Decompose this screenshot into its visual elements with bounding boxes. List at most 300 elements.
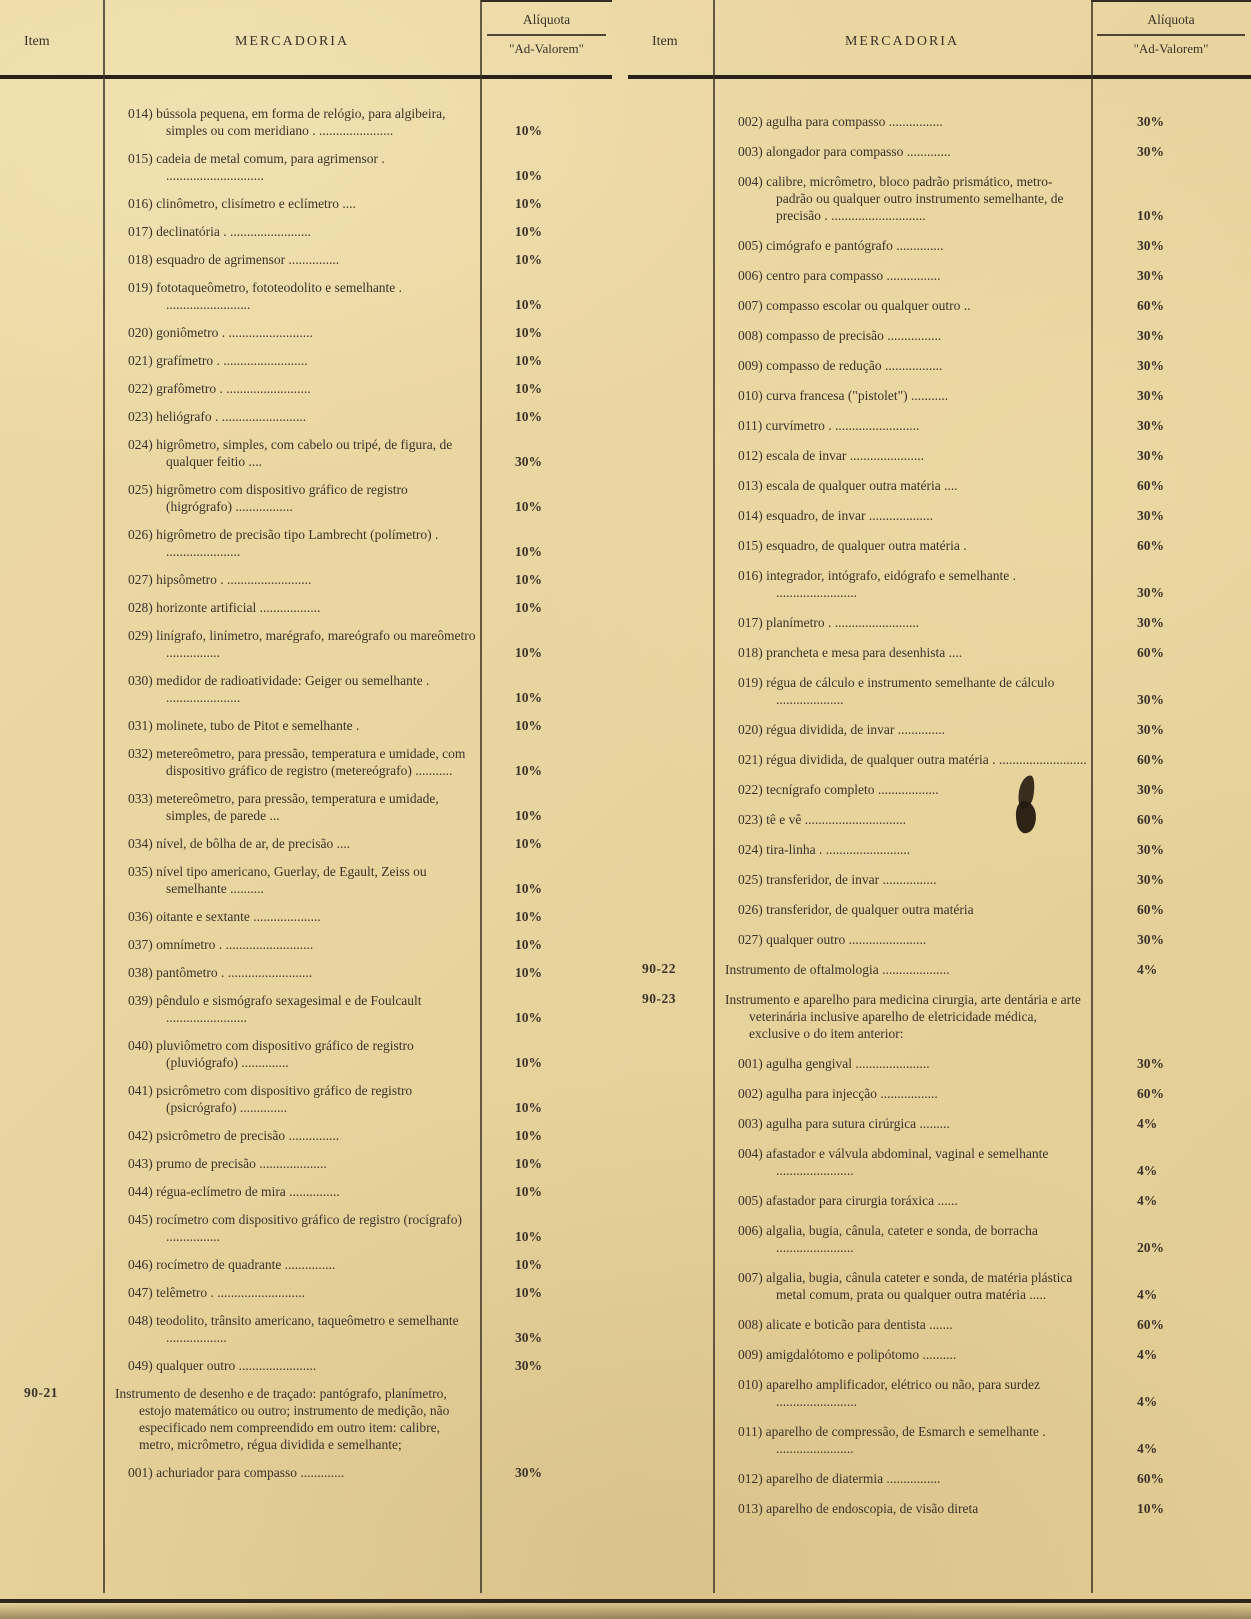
item-row	[628, 1145, 1251, 1179]
item-row	[0, 717, 612, 734]
item-row	[0, 481, 612, 515]
item-code	[628, 644, 713, 661]
item-code	[628, 674, 713, 708]
row-text: 016) integrador, intógrafo, eidógrafo e semelhante . ........................	[738, 568, 1016, 600]
row-text: 012) aparelho de diatermia ................	[738, 1471, 941, 1486]
rate-divider-line	[1091, 0, 1093, 1593]
column-divider-line	[103, 0, 105, 1593]
item-code	[628, 113, 713, 130]
item-code	[0, 1256, 103, 1273]
item-row	[628, 781, 1251, 798]
row-text: Instrumento de desenho e de traçado: pantógrafo, planímetro, estojo matemático ou outro; instrumento de medição, não especificado nem compreendido em outro item: calibre, metro, micrômetro, régua dividida e semelhante;	[115, 1386, 450, 1452]
row-rate: 4%	[1137, 1347, 1158, 1362]
item-code	[0, 717, 103, 734]
rows-right	[628, 79, 1251, 1517]
item-row	[628, 537, 1251, 554]
item-row	[0, 863, 612, 897]
header-aliquota-line2: "Ad-Valorem"	[509, 41, 584, 56]
row-text: 044) régua-eclímetro de mira ...............	[128, 1184, 340, 1199]
row-text: 013) aparelho de endoscopia, de visão direta	[738, 1501, 979, 1516]
item-code	[628, 327, 713, 344]
row-rate: 30%	[1137, 585, 1164, 600]
item-code	[628, 267, 713, 284]
item-row	[0, 1082, 612, 1116]
header-aliquota-line2: "Ad-Valorem"	[1133, 41, 1209, 56]
row-rate: 30%	[1137, 842, 1164, 857]
row-text: 009) amigdalótomo e polipótomo ..........	[738, 1347, 957, 1362]
row-text: 038) pantômetro . .........................	[128, 965, 313, 980]
row-text: 041) psicrômetro com dispositivo gráfico de registro (psicrógrafo) ..............	[128, 1083, 413, 1115]
item-row	[628, 721, 1251, 738]
row-rate: 10%	[515, 1229, 542, 1244]
row-text: 020) régua dividida, de invar ..............	[738, 722, 945, 737]
rows-left	[0, 79, 612, 1481]
item-row	[628, 811, 1251, 828]
item-code	[628, 447, 713, 464]
row-rate: 10%	[1137, 208, 1164, 223]
item-code	[628, 387, 713, 404]
item-row	[628, 1470, 1251, 1487]
row-rate: 10%	[515, 836, 542, 851]
row-text: 017) planímetro . .........................	[738, 615, 920, 630]
row-rate: 4%	[1137, 1116, 1158, 1131]
item-code	[628, 417, 713, 434]
item-row	[628, 1192, 1251, 1209]
header-aliquota-rule	[1097, 34, 1245, 36]
item-row	[628, 1055, 1251, 1072]
page-bottom-rule	[0, 1599, 1251, 1603]
row-rate: 10%	[515, 1100, 542, 1115]
header-mercadoria: MERCADORIA	[844, 34, 960, 49]
item-code	[0, 352, 103, 369]
item-row	[0, 279, 612, 313]
item-code	[0, 105, 103, 139]
row-rate: 4%	[1137, 1441, 1158, 1456]
item-row	[0, 627, 612, 661]
row-text: 005) afastador para cirurgia toráxica ......	[738, 1193, 958, 1208]
item-code	[0, 1312, 103, 1346]
item-row	[0, 105, 612, 139]
row-rate: 10%	[515, 123, 542, 138]
item-row	[0, 1183, 612, 1200]
row-rate: 10%	[515, 600, 542, 615]
row-text: 004) calibre, micrômetro, bloco padrão prismático, metro-padrão ou qualquer outro instrumento semelhante, de precisão . ............................	[738, 174, 1064, 223]
item-row	[0, 150, 612, 184]
item-code	[628, 357, 713, 374]
row-text: 028) horizonte artificial ..................	[128, 600, 321, 615]
item-row	[0, 964, 612, 981]
item-code	[0, 1357, 103, 1374]
row-rate: 10%	[515, 252, 542, 267]
row-rate: 30%	[1137, 388, 1164, 403]
row-text: 002) agulha para injecção .................	[738, 1086, 938, 1101]
item-code	[0, 672, 103, 706]
row-text: 005) cimógrafo e pantógrafo ..............	[738, 238, 944, 253]
row-text: 024) tira-linha . .........................	[738, 842, 911, 857]
row-rate: 60%	[1137, 1086, 1164, 1101]
item-code	[0, 251, 103, 268]
item-code	[0, 599, 103, 616]
row-text: 015) esquadro, de qualquer outra matéria .	[738, 538, 967, 553]
item-code	[628, 1346, 713, 1363]
item-code	[628, 811, 713, 828]
item-row	[628, 1269, 1251, 1303]
row-text: 014) bússola pequena, em forma de relógio, para algibeira, simples ou com meridiano . ......................	[128, 106, 446, 138]
row-rate: 10%	[515, 937, 542, 952]
row-text: 015) cadeia de metal comum, para agrimensor . .............................	[128, 151, 385, 183]
item-code	[0, 992, 103, 1026]
item-row	[0, 1357, 612, 1374]
item-row	[0, 672, 612, 706]
row-text: 036) oitante e sextante ....................	[128, 909, 321, 924]
row-rate: 10%	[515, 1010, 542, 1025]
item-code	[628, 1470, 713, 1487]
row-rate: 10%	[515, 297, 542, 312]
item-code	[628, 1145, 713, 1179]
row-rate: 10%	[515, 808, 542, 823]
item-row	[0, 835, 612, 852]
header-aliquota-rule	[487, 34, 606, 36]
row-text: 010) aparelho amplificador, elétrico ou não, para surdez ........................	[738, 1377, 1040, 1409]
row-text: 048) teodolito, trânsito americano, taqueômetro e semelhante ..................	[128, 1313, 459, 1345]
item-row	[0, 936, 612, 953]
row-text: 035) nível tipo americano, Guerlay, de Egault, Zeiss ou semelhante ..........	[128, 864, 427, 896]
item-code	[628, 781, 713, 798]
row-rate: 60%	[1137, 812, 1164, 827]
row-text: 026) higrômetro de precisão tipo Lambrecht (polímetro) . ......................	[128, 527, 439, 559]
item-row	[0, 908, 612, 925]
item-code	[628, 567, 713, 601]
row-rate: 60%	[1137, 478, 1164, 493]
item-code	[0, 1155, 103, 1172]
row-text: 017) declinatória . ........................	[128, 224, 311, 239]
header-item: Item	[652, 34, 678, 49]
row-rate: 20%	[1137, 1240, 1164, 1255]
item-code	[0, 863, 103, 897]
row-text: 025) higrômetro com dispositivo gráfico de registro (higrógrafo) .................	[128, 482, 408, 514]
row-rate: 10%	[515, 718, 542, 733]
row-rate: 10%	[515, 1257, 542, 1272]
row-text: 021) grafímetro . .........................	[128, 353, 308, 368]
item-row	[0, 790, 612, 824]
row-rate: 10%	[515, 381, 542, 396]
item-code	[628, 1222, 713, 1256]
item-row	[0, 251, 612, 268]
item-row	[628, 751, 1251, 768]
item-code: 90-22	[642, 961, 676, 976]
item-code	[0, 1284, 103, 1301]
item-row	[0, 1464, 612, 1481]
item-code	[628, 477, 713, 494]
row-text: 007) algalia, bugia, cânula cateter e sonda, de matéria plástica metal comum, prata ou qualquer outra matéria .....	[738, 1270, 1073, 1302]
item-code	[0, 745, 103, 779]
item-code	[628, 507, 713, 524]
item-code	[628, 297, 713, 314]
row-text: 008) compasso de precisão ................	[738, 328, 942, 343]
header-item: Item	[24, 34, 50, 49]
row-rate: 10%	[515, 325, 542, 340]
row-text: 034) nível, de bôlha de ar, de precisão ....	[128, 836, 351, 851]
item-row	[628, 1085, 1251, 1102]
row-text: 002) agulha para compasso ................	[738, 114, 943, 129]
row-rate: 60%	[1137, 1471, 1164, 1486]
row-text: 026) transferidor, de qualquer outra matéria	[738, 902, 974, 917]
row-text: 018) prancheta e mesa para desenhista ....	[738, 645, 963, 660]
row-text: 018) esquadro de agrimensor ...............	[128, 252, 340, 267]
row-text: 016) clinômetro, clisímetro e eclímetro ....	[128, 196, 356, 211]
item-code	[0, 150, 103, 184]
item-code	[628, 1500, 713, 1517]
table-column-left	[0, 0, 612, 1619]
row-rate: 60%	[1137, 752, 1164, 767]
row-rate: 10%	[515, 645, 542, 660]
row-rate: 60%	[1137, 298, 1164, 313]
item-code	[628, 901, 713, 918]
item-row	[628, 1316, 1251, 1333]
item-code	[628, 751, 713, 768]
row-text: 009) compasso de redução .................	[738, 358, 943, 373]
item-row	[0, 1037, 612, 1071]
item-row	[628, 173, 1251, 224]
row-rate: 30%	[1137, 418, 1164, 433]
item-row	[0, 352, 612, 369]
row-rate: 30%	[1137, 782, 1164, 797]
row-rate: 30%	[515, 1330, 542, 1345]
header-mercadoria: MERCADORIA	[234, 34, 350, 49]
row-rate: 10%	[515, 572, 542, 587]
row-text: 019) régua de cálculo e instrumento semelhante de cálculo ....................	[738, 675, 1055, 707]
row-rate: 30%	[1137, 1056, 1164, 1071]
row-rate: 4%	[1137, 1287, 1158, 1302]
item-row	[0, 599, 612, 616]
row-rate: 60%	[1137, 1317, 1164, 1332]
item-row	[628, 327, 1251, 344]
item-code: 90-23	[642, 991, 676, 1006]
row-text: 011) aparelho de compressão, de Esmarch e semelhante . .......................	[738, 1424, 1046, 1456]
item-row	[0, 1312, 612, 1346]
item-code	[0, 936, 103, 953]
row-rate: 10%	[515, 763, 542, 778]
row-rate: 10%	[515, 1285, 542, 1300]
item-row	[628, 267, 1251, 284]
row-rate: 10%	[515, 690, 542, 705]
item-row	[628, 1115, 1251, 1132]
item-row	[628, 113, 1251, 130]
row-text: 010) curva francesa ("pistolet") ...........	[738, 388, 949, 403]
row-rate: 60%	[1137, 902, 1164, 917]
row-rate: 10%	[515, 499, 542, 514]
item-row	[628, 901, 1251, 918]
row-rate: 4%	[1137, 1394, 1158, 1409]
row-text: 037) omnímetro . ..........................	[128, 937, 314, 952]
item-code	[628, 237, 713, 254]
item-row	[0, 1155, 612, 1172]
row-text: 008) alicate e boticão para dentista .......	[738, 1317, 953, 1332]
item-row	[628, 674, 1251, 708]
row-text: 004) afastador e válvula abdominal, vaginal e semelhante .......................	[738, 1146, 1049, 1178]
row-text: 022) tecnígrafo completo ..................	[738, 782, 939, 797]
item-code	[0, 380, 103, 397]
row-rate: 60%	[1137, 538, 1164, 553]
item-code	[0, 1183, 103, 1200]
section-row	[628, 961, 1251, 978]
row-rate: 10%	[515, 965, 542, 980]
row-rate: 10%	[515, 1184, 542, 1199]
row-rate: 10%	[515, 353, 542, 368]
item-row	[628, 871, 1251, 888]
item-code	[0, 1464, 103, 1481]
item-row	[0, 223, 612, 240]
row-rate: 30%	[1137, 358, 1164, 373]
item-row	[628, 143, 1251, 160]
row-text: 006) centro para compasso ................	[738, 268, 941, 283]
row-rate: 30%	[1137, 508, 1164, 523]
row-text: 031) molinete, tubo de Pitot e semelhante .	[128, 718, 360, 733]
item-code	[0, 436, 103, 470]
row-rate: 60%	[1137, 645, 1164, 660]
row-text: 012) escala de invar ......................	[738, 448, 924, 463]
item-row	[628, 931, 1251, 948]
row-rate: 30%	[1137, 615, 1164, 630]
column-divider-line	[713, 0, 715, 1593]
item-row	[0, 1211, 612, 1245]
row-rate: 10%	[515, 1156, 542, 1171]
item-row	[0, 745, 612, 779]
row-text: 013) escala de qualquer outra matéria ....	[738, 478, 958, 493]
table-header-right	[628, 0, 1251, 79]
item-row	[628, 1423, 1251, 1457]
row-rate: 10%	[515, 544, 542, 559]
row-text: 040) pluviômetro com dispositivo gráfico de registro (pluviógrafo) ..............	[128, 1038, 414, 1070]
row-rate: 4%	[1137, 1193, 1158, 1208]
item-code	[628, 871, 713, 888]
row-rate: 10%	[1137, 1501, 1164, 1516]
row-rate: 30%	[1137, 114, 1164, 129]
item-code	[628, 1376, 713, 1410]
item-code	[0, 1082, 103, 1116]
row-text: 032) metereômetro, para pressão, temperatura e umidade, com dispositivo gráfico de registro (metereógrafo) ...........	[128, 746, 466, 778]
item-row	[0, 436, 612, 470]
row-rate: 30%	[515, 1358, 542, 1373]
item-row	[628, 477, 1251, 494]
item-row	[628, 1222, 1251, 1256]
row-rate: 30%	[1137, 328, 1164, 343]
item-code	[628, 143, 713, 160]
row-rate: 30%	[1137, 238, 1164, 253]
header-aliquota	[481, 0, 612, 79]
item-code: 90-21	[24, 1385, 58, 1400]
row-rate: 10%	[515, 1055, 542, 1070]
row-text: 014) esquadro, de invar ...................	[738, 508, 933, 523]
row-text: Instrumento e aparelho para medicina cirurgia, arte dentária e arte veterinária inclusive aparelho de eletricidade médica, exclusive o do item anterior:	[725, 992, 1081, 1041]
row-text: 033) metereômetro, para pressão, temperatura e umidade, simples, de parede ...	[128, 791, 439, 823]
item-code	[0, 627, 103, 661]
row-rate: 10%	[515, 409, 542, 424]
row-rate: 4%	[1137, 962, 1158, 977]
table-header-left	[0, 0, 612, 79]
item-row	[0, 380, 612, 397]
item-row	[628, 357, 1251, 374]
row-text: 021) régua dividida, de qualquer outra matéria . ..........................	[738, 752, 1087, 767]
item-code	[628, 1269, 713, 1303]
item-code	[0, 223, 103, 240]
section-row	[0, 1385, 612, 1453]
row-rate: 30%	[1137, 722, 1164, 737]
row-text: 043) prumo de precisão ....................	[128, 1156, 327, 1171]
header-aliquota-line1: Alíquota	[522, 12, 571, 27]
item-row	[628, 614, 1251, 631]
item-code	[0, 324, 103, 341]
item-code	[628, 1423, 713, 1457]
row-rate: 30%	[1137, 692, 1164, 707]
row-rate: 10%	[515, 909, 542, 924]
item-row	[0, 992, 612, 1026]
header-aliquota	[1091, 0, 1251, 79]
row-rate: 10%	[515, 196, 542, 211]
item-row	[628, 567, 1251, 601]
item-code	[0, 195, 103, 212]
item-row	[628, 1346, 1251, 1363]
item-code	[628, 721, 713, 738]
row-text: 011) curvímetro . .........................	[738, 418, 920, 433]
item-code	[0, 790, 103, 824]
item-code	[628, 537, 713, 554]
item-row	[0, 571, 612, 588]
item-row	[0, 408, 612, 425]
item-code	[0, 835, 103, 852]
item-row	[0, 1284, 612, 1301]
row-rate: 30%	[515, 1465, 542, 1480]
item-row	[628, 297, 1251, 314]
item-row	[628, 447, 1251, 464]
row-text: 023) heliógrafo . .........................	[128, 409, 307, 424]
row-rate: 30%	[1137, 144, 1164, 159]
row-text: 024) higrômetro, simples, com cabelo ou tripé, de figura, de qualquer feitio ....	[128, 437, 453, 469]
item-code	[0, 408, 103, 425]
item-code	[628, 614, 713, 631]
item-row	[628, 644, 1251, 661]
row-rate: 30%	[515, 454, 542, 469]
item-code	[628, 173, 713, 224]
row-text: 003) agulha para sutura cirúrgica .........	[738, 1116, 950, 1131]
row-text: 027) qualquer outro .......................	[738, 932, 927, 947]
item-code	[0, 1211, 103, 1245]
item-code	[628, 1115, 713, 1132]
item-row	[628, 1500, 1251, 1517]
row-text: 007) compasso escolar ou qualquer outro ..	[738, 298, 971, 313]
row-text: 049) qualquer outro .......................	[128, 1358, 317, 1373]
row-text: 025) transferidor, de invar ................	[738, 872, 937, 887]
row-rate: 30%	[1137, 932, 1164, 947]
item-code	[628, 1055, 713, 1072]
row-text: 023) tê e vê ..............................	[738, 812, 906, 827]
row-rate: 30%	[1137, 872, 1164, 887]
row-rate: 10%	[515, 224, 542, 239]
row-rate: 30%	[1137, 448, 1164, 463]
item-code	[628, 931, 713, 948]
row-text: 020) goniômetro . .........................	[128, 325, 313, 340]
item-row	[0, 1127, 612, 1144]
row-text: 019) fototaqueômetro, fototeodolito e semelhante . .........................	[128, 280, 403, 312]
rate-divider-line	[480, 0, 482, 1593]
row-text: 001) achuriador para compasso .............	[128, 1465, 345, 1480]
row-rate: 10%	[515, 881, 542, 896]
item-code	[0, 1127, 103, 1144]
item-code	[628, 1316, 713, 1333]
item-row	[0, 195, 612, 212]
row-rate: 4%	[1137, 1163, 1158, 1178]
item-row	[628, 841, 1251, 858]
